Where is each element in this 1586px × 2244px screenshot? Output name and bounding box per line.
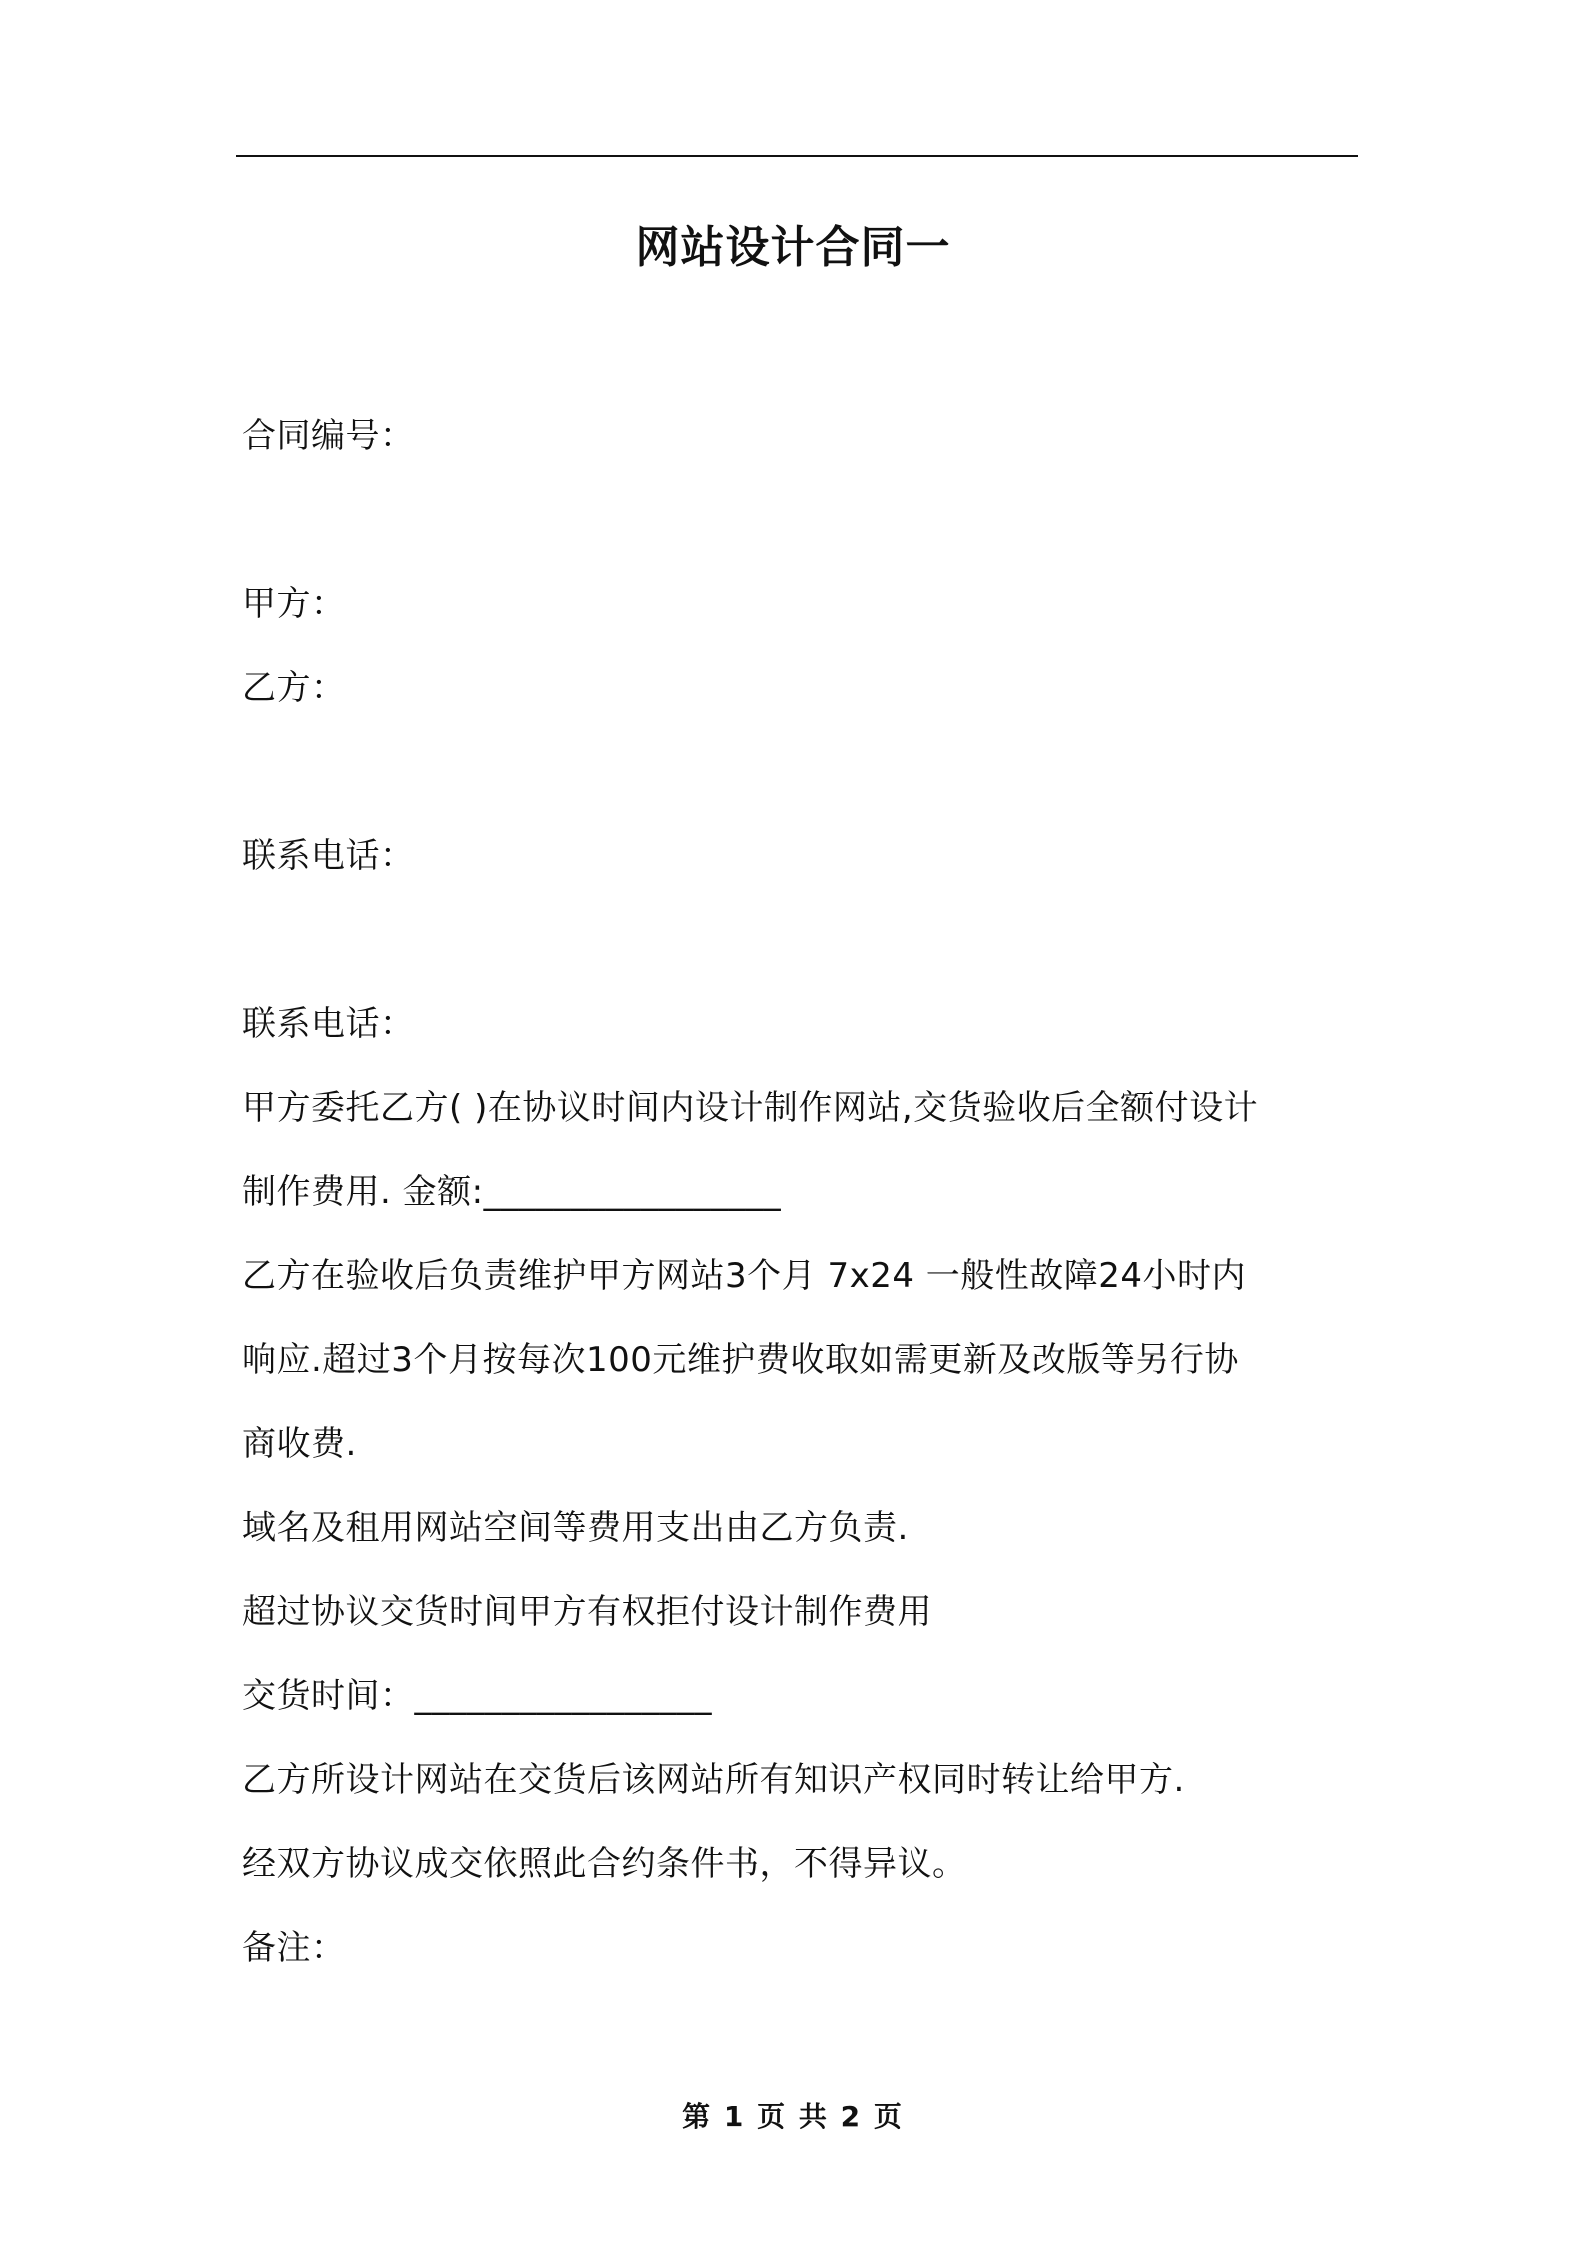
clause-amount: 制作费用. 金额:_________________ [242,1172,782,1212]
party-b-label: 乙方： [242,668,346,708]
clause-maintenance: 乙方在验收后负责维护甲方网站3个月 7x24 一般性故障24小时内 [242,1256,1247,1296]
clause-maintenance-end: 商收费. [242,1424,357,1464]
document-title: 网站设计合同一 [635,222,951,273]
contract-number-label: 合同编号： [242,416,415,456]
remarks-label: 备注： [242,1928,346,1968]
clause-agreement: 经双方协议成交依照此合约条件书，不得异议。 [242,1844,967,1884]
clause-commission: 甲方委托乙方( )在协议时间内设计制作网站,交货验收后全额付设计 [242,1088,1259,1128]
phone-label-2: 联系电话： [242,1004,415,1044]
clause-late-delivery: 超过协议交货时间甲方有权拒付设计制作费用 [242,1592,932,1632]
party-a-label: 甲方： [242,584,346,624]
page-footer: 第 1 页 共 2 页 [682,2100,904,2133]
clause-domain: 域名及租用网站空间等费用支出由乙方负责. [242,1508,909,1548]
delivery-time-label: 交货时间：_________________ [242,1676,712,1716]
clause-ip-transfer: 乙方所设计网站在交货后该网站所有知识产权同时转让给甲方. [242,1760,1185,1800]
phone-label-1: 联系电话： [242,836,415,876]
header-rule [236,155,1358,157]
clause-maintenance-cont: 响应.超过3个月按每次100元维护费收取如需更新及改版等另行协 [242,1340,1239,1380]
